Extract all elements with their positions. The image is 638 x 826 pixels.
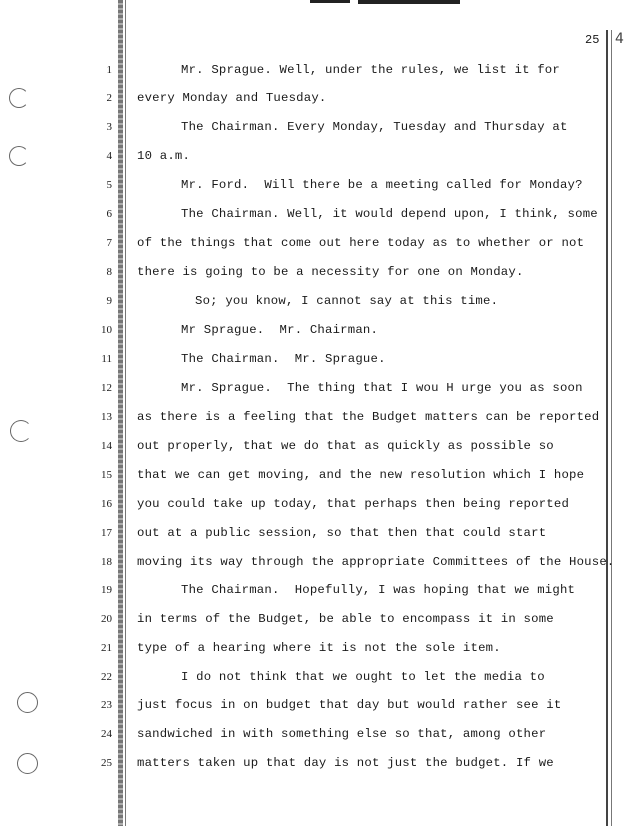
transcript-line: Mr. Ford. Will there be a meeting called for Monday? (181, 178, 583, 192)
scan-artifact (310, 0, 350, 3)
transcript-line: just focus in on budget that day but would rather see it (137, 698, 562, 712)
transcript-line: in terms of the Budget, be able to encompass it in some (137, 612, 554, 626)
line-number: 13 (101, 411, 112, 423)
transcript-line: So; you know, I cannot say at this time. (195, 294, 499, 308)
transcript-line: Mr Sprague. Mr. Chairman. (181, 323, 379, 337)
transcript-line: I do not think that we ought to let the media to (181, 670, 545, 684)
transcript-line: The Chairman. Well, it would depend upon, I think, some (181, 207, 598, 221)
transcript-line: Mr. Sprague. The thing that I wou H urge you as soon (181, 381, 583, 395)
line-number: 1 (106, 64, 112, 76)
transcript-line: The Chairman. Mr. Sprague. (181, 352, 386, 366)
line-number: 15 (101, 469, 112, 481)
line-number: 3 (106, 121, 112, 133)
line-number: 6 (106, 208, 112, 220)
line-number: 22 (101, 671, 112, 683)
transcript-line: moving its way through the appropriate Committees of the House. (137, 555, 615, 569)
transcript-line: matters taken up that day is not just the budget. If we (137, 756, 554, 770)
left-margin-rule-thin (125, 0, 126, 826)
transcript-line: every Monday and Tuesday. (137, 91, 327, 105)
left-margin-rule (118, 0, 123, 826)
line-number: 23 (101, 699, 112, 711)
line-number: 7 (106, 237, 112, 249)
punch-hole (10, 420, 32, 442)
transcript-line: out properly, that we do that as quickly as possible so (137, 439, 554, 453)
line-number: 11 (101, 353, 112, 365)
punch-hole (9, 88, 29, 108)
line-number: 17 (101, 527, 112, 539)
line-number: 10 (101, 324, 112, 336)
transcript-line: out at a public session, so that then that could start (137, 526, 547, 540)
right-margin-rule-thin (611, 30, 612, 826)
transcript-line: of the things that come out here today as to whether or not (137, 236, 585, 250)
transcript-line: as there is a feeling that the Budget matters can be reported (137, 410, 600, 424)
transcript-line: Mr. Sprague. Well, under the rules, we list it for (181, 63, 560, 77)
line-number: 16 (101, 498, 112, 510)
line-number: 20 (101, 613, 112, 625)
transcript-line: there is going to be a necessity for one on Monday. (137, 265, 524, 279)
line-number: 5 (106, 179, 112, 191)
line-number: 18 (101, 556, 112, 568)
transcript-line: you could take up today, that perhaps then being reported (137, 497, 570, 511)
punch-hole (17, 692, 38, 713)
line-number: 24 (101, 728, 112, 740)
line-number: 25 (101, 757, 112, 769)
page-number: 25 (585, 33, 600, 47)
line-number: 12 (101, 382, 112, 394)
scan-artifact (358, 0, 460, 4)
line-number: 14 (101, 440, 112, 452)
punch-hole (9, 146, 29, 166)
punch-hole (17, 753, 38, 774)
transcript-line: type of a hearing where it is not the sole item. (137, 641, 501, 655)
right-margin-rule (606, 30, 608, 826)
handwritten-page-mark: 4 (615, 31, 624, 47)
transcript-line: sandwiched in with something else so that, among other (137, 727, 547, 741)
line-number: 21 (101, 642, 112, 654)
transcript-line: The Chairman. Hopefully, I was hoping that we might (181, 583, 576, 597)
transcript-line: 10 a.m. (137, 149, 191, 163)
line-number: 2 (106, 92, 112, 104)
line-number: 4 (106, 150, 112, 162)
line-number: 19 (101, 584, 112, 596)
transcript-line: that we can get moving, and the new resolution which I hope (137, 468, 585, 482)
line-number: 9 (106, 295, 112, 307)
transcript-line: The Chairman. Every Monday, Tuesday and Thursday at (181, 120, 568, 134)
line-number: 8 (106, 266, 112, 278)
